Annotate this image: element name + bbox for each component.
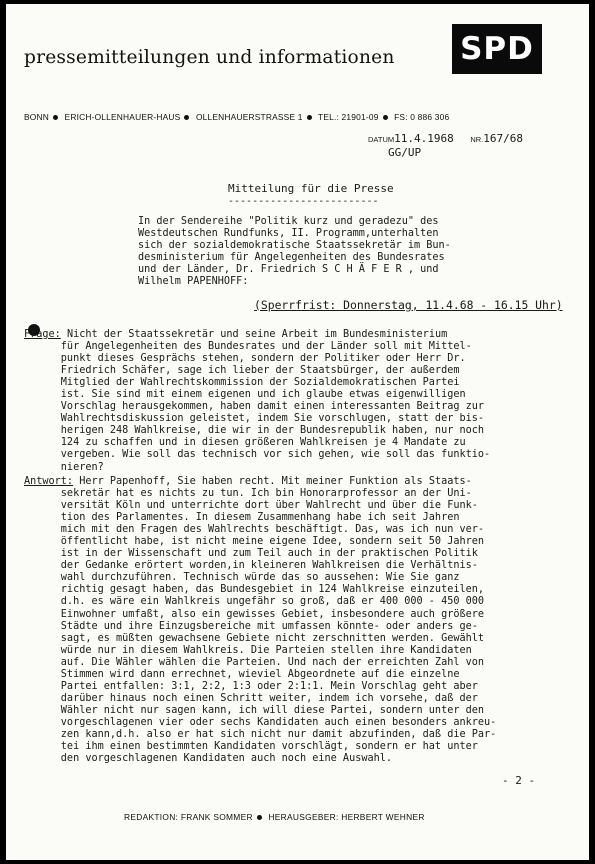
answer-line: Wähler nicht nur sagen kann, ich will diese Partei, sondern unter den (24, 704, 485, 716)
bullet-icon (257, 815, 262, 820)
intro-line: In der Sendereihe "Politik kurz und geradezu" des (138, 216, 439, 227)
question-text: Nicht der Staatssekretär und seine Arbeit im Bundesministerium (60, 329, 448, 340)
question-line: Mitglied der Wahlrechtskommission der Sozialdemokratischen Partei (24, 377, 460, 389)
number-label: NR. (470, 135, 484, 144)
spd-logo: SPD (452, 24, 542, 74)
footer-credits (124, 812, 425, 822)
answer-line: Partei entfallen: 3:1, 2:2, 1:3 oder 2:1:1. Mein Vorschlag geht aber (24, 680, 478, 692)
answer-first-line (24, 476, 569, 488)
date-line (368, 132, 523, 145)
press-release-page (6, 4, 589, 860)
speaker-label-answer: Antwort: (24, 476, 74, 487)
answer-line: würde nur in diesem Wahlkreis. Die Parteien stellen ihre Kandidaten (24, 644, 472, 656)
intro-line: desministerium für Angelegenheiten des Bundesrates (138, 252, 445, 264)
question-line: für Angelegenheiten des Bundesrates und der Länder soll mit Mittel- (24, 341, 472, 353)
answer-line: zen kann,d.h. also er hat sich nicht nur damit abzufinden, daß die Par- (24, 728, 497, 740)
intro-line: Westdeutschen Rundfunks, II. Programm,unterhalten (138, 228, 439, 240)
speaker-label-question: Frage: (24, 329, 61, 340)
answer-line: sekretär hat es nichts zu tun. Ich bin Honorarprofessor an der Uni- (24, 488, 472, 500)
date-label: DATUM (368, 135, 395, 144)
answer-line: wahl durchzuführen. Technisch würde das so aussehen: Wie Sie ganz (24, 572, 460, 584)
question-line: punkt dieses Gesprächs stehen, sondern der Politiker oder Herr Dr. (24, 353, 466, 365)
page-number-marker: - 2 - (502, 774, 536, 787)
date-value: 11.4.1968 (394, 132, 454, 145)
answer-line: vorgeschlagenen vier oder sechs Kandidaten auch einen besonders ankreu- (24, 716, 497, 728)
title-text: Mitteilung für die Presse (228, 182, 394, 195)
answer-line: tion des Parlamentes. In diesem Zusammenhang habe ich seit Jahren (24, 512, 460, 524)
title-underline: ------------------------- (228, 196, 379, 207)
masthead-title: pressemitteilungen und informationen (24, 46, 395, 68)
question-line: vergeben. Wie soll das technisch vor sich gehen, wie soll das funktio- (24, 449, 491, 461)
answer-line: tei ihm einen bestimmten Kandidaten vorschlägt, sondern er hat unter (24, 741, 478, 753)
question-first-line (24, 329, 569, 341)
document-title (228, 182, 394, 207)
question-block (24, 329, 569, 474)
question-line: Wahlrechtsdiskussion geleistet, indem Sie vorschlugen, statt der bis- (24, 413, 485, 425)
answer-line: sagt, es müßten gewachsene Gebiete nicht zerschnitten werden. Gewählt (24, 632, 485, 644)
answer-block (24, 476, 569, 765)
answer-line: richtig gesagt haben, das Bundesgebiet in 124 Wahlkreise einzuteilen, (24, 584, 485, 596)
answer-line: Städte und ihre Einzugsbereiche mit umfassen könnte- oder anders ge- (24, 620, 478, 632)
number-value: 167/68 (483, 132, 524, 145)
answer-line: darüber hinaus noch einen Schritt weiter, indem ich vorsehe, daß der (24, 692, 478, 704)
address-street: OLLENHAUERSTRASSE 1 (195, 112, 303, 122)
question-line: Vorschlag herausgekommen, haben damit einen interessanten Beitrag zur (24, 401, 485, 413)
answer-line: d.h. es wäre ein Wahlkreis ungefähr so groß, daß er 400 000 - 450 000 (24, 596, 485, 608)
address-phone: TEL.: 21901-09 (318, 112, 379, 122)
answer-line: versität Köln und unterrichte dort über Wahlrecht und über die Funk- (24, 500, 478, 512)
intro-paragraph (138, 216, 558, 289)
answer-line: mich mit den Fragen des Wahlrechts beschäftigt. Das, was ich nun ver- (24, 524, 485, 536)
question-line: 124 zu schaffen und in diesen größeren Wahlkreisen je 4 Mandate zu (24, 437, 466, 449)
address-city: BONN (24, 112, 49, 122)
bullet-icon (383, 115, 388, 120)
question-line: nieren? (24, 461, 104, 473)
footer-editor: REDAKTION: FRANK SOMMER (124, 812, 253, 822)
bullet-icon (184, 115, 189, 120)
intro-line: sich der sozialdemokratische Staatssekretär im Bun- (138, 240, 451, 252)
answer-line: Einwohner umfaßt, also ein gewisses Gebiet, insbesondere auch größere (24, 608, 485, 620)
question-line: Friedrich Schäfer, sage ich lieber der Staatsbürger, der außerdem (24, 365, 460, 377)
reference-initials: GG/UP (388, 146, 422, 159)
intro-line: und der Länder, Dr. Friedrich S C H Ä F E R , und (138, 264, 439, 276)
footer-publisher: HERAUSGEBER: HERBERT WEHNER (268, 812, 425, 822)
answer-text: Herr Papenhoff, Sie haben recht. Mit meiner Funktion als Staats- (73, 476, 472, 487)
question-line: herigen 248 Wahlkreise, die wir in der Bundesrepublik haben, nur noch (24, 425, 485, 437)
address-building: ERICH-OLLENHAUER-HAUS (64, 112, 181, 122)
address-telex: FS: 0 886 306 (394, 112, 450, 122)
answer-line: der Gedanke erörtert worden,in kleineren Wahlkreisen die Verhältnis- (24, 560, 478, 572)
question-line: ist. Sie sind mit einem eigenen und ich glaube etwas eigenwilligen (24, 389, 466, 401)
intro-line: Wilhelm PAPENHOFF: (138, 276, 249, 288)
answer-line: den vorgeschlagenen Kandidaten auch noch eine Auswahl. (24, 753, 393, 765)
bullet-icon (307, 115, 312, 120)
address-line (24, 112, 572, 122)
answer-line: Stimmen wird dann errechnet, wieviel Abgeordnete auf die einzelne (24, 668, 460, 680)
answer-line: auf. Die Wähler wählen die Parteien. Und nach der erreichten Zahl von (24, 656, 485, 668)
answer-line: öffentlicht habe, ist nicht meine eigene Idee, sondern seit 50 Jahren (24, 536, 485, 548)
answer-line: ist in der Wissenschaft und zum Teil auch in der praktischen Politik (24, 548, 478, 560)
bullet-icon (53, 115, 58, 120)
embargo-notice: (Sperrfrist: Donnerstag, 11.4.68 - 16.15 Uhr) (254, 298, 563, 312)
